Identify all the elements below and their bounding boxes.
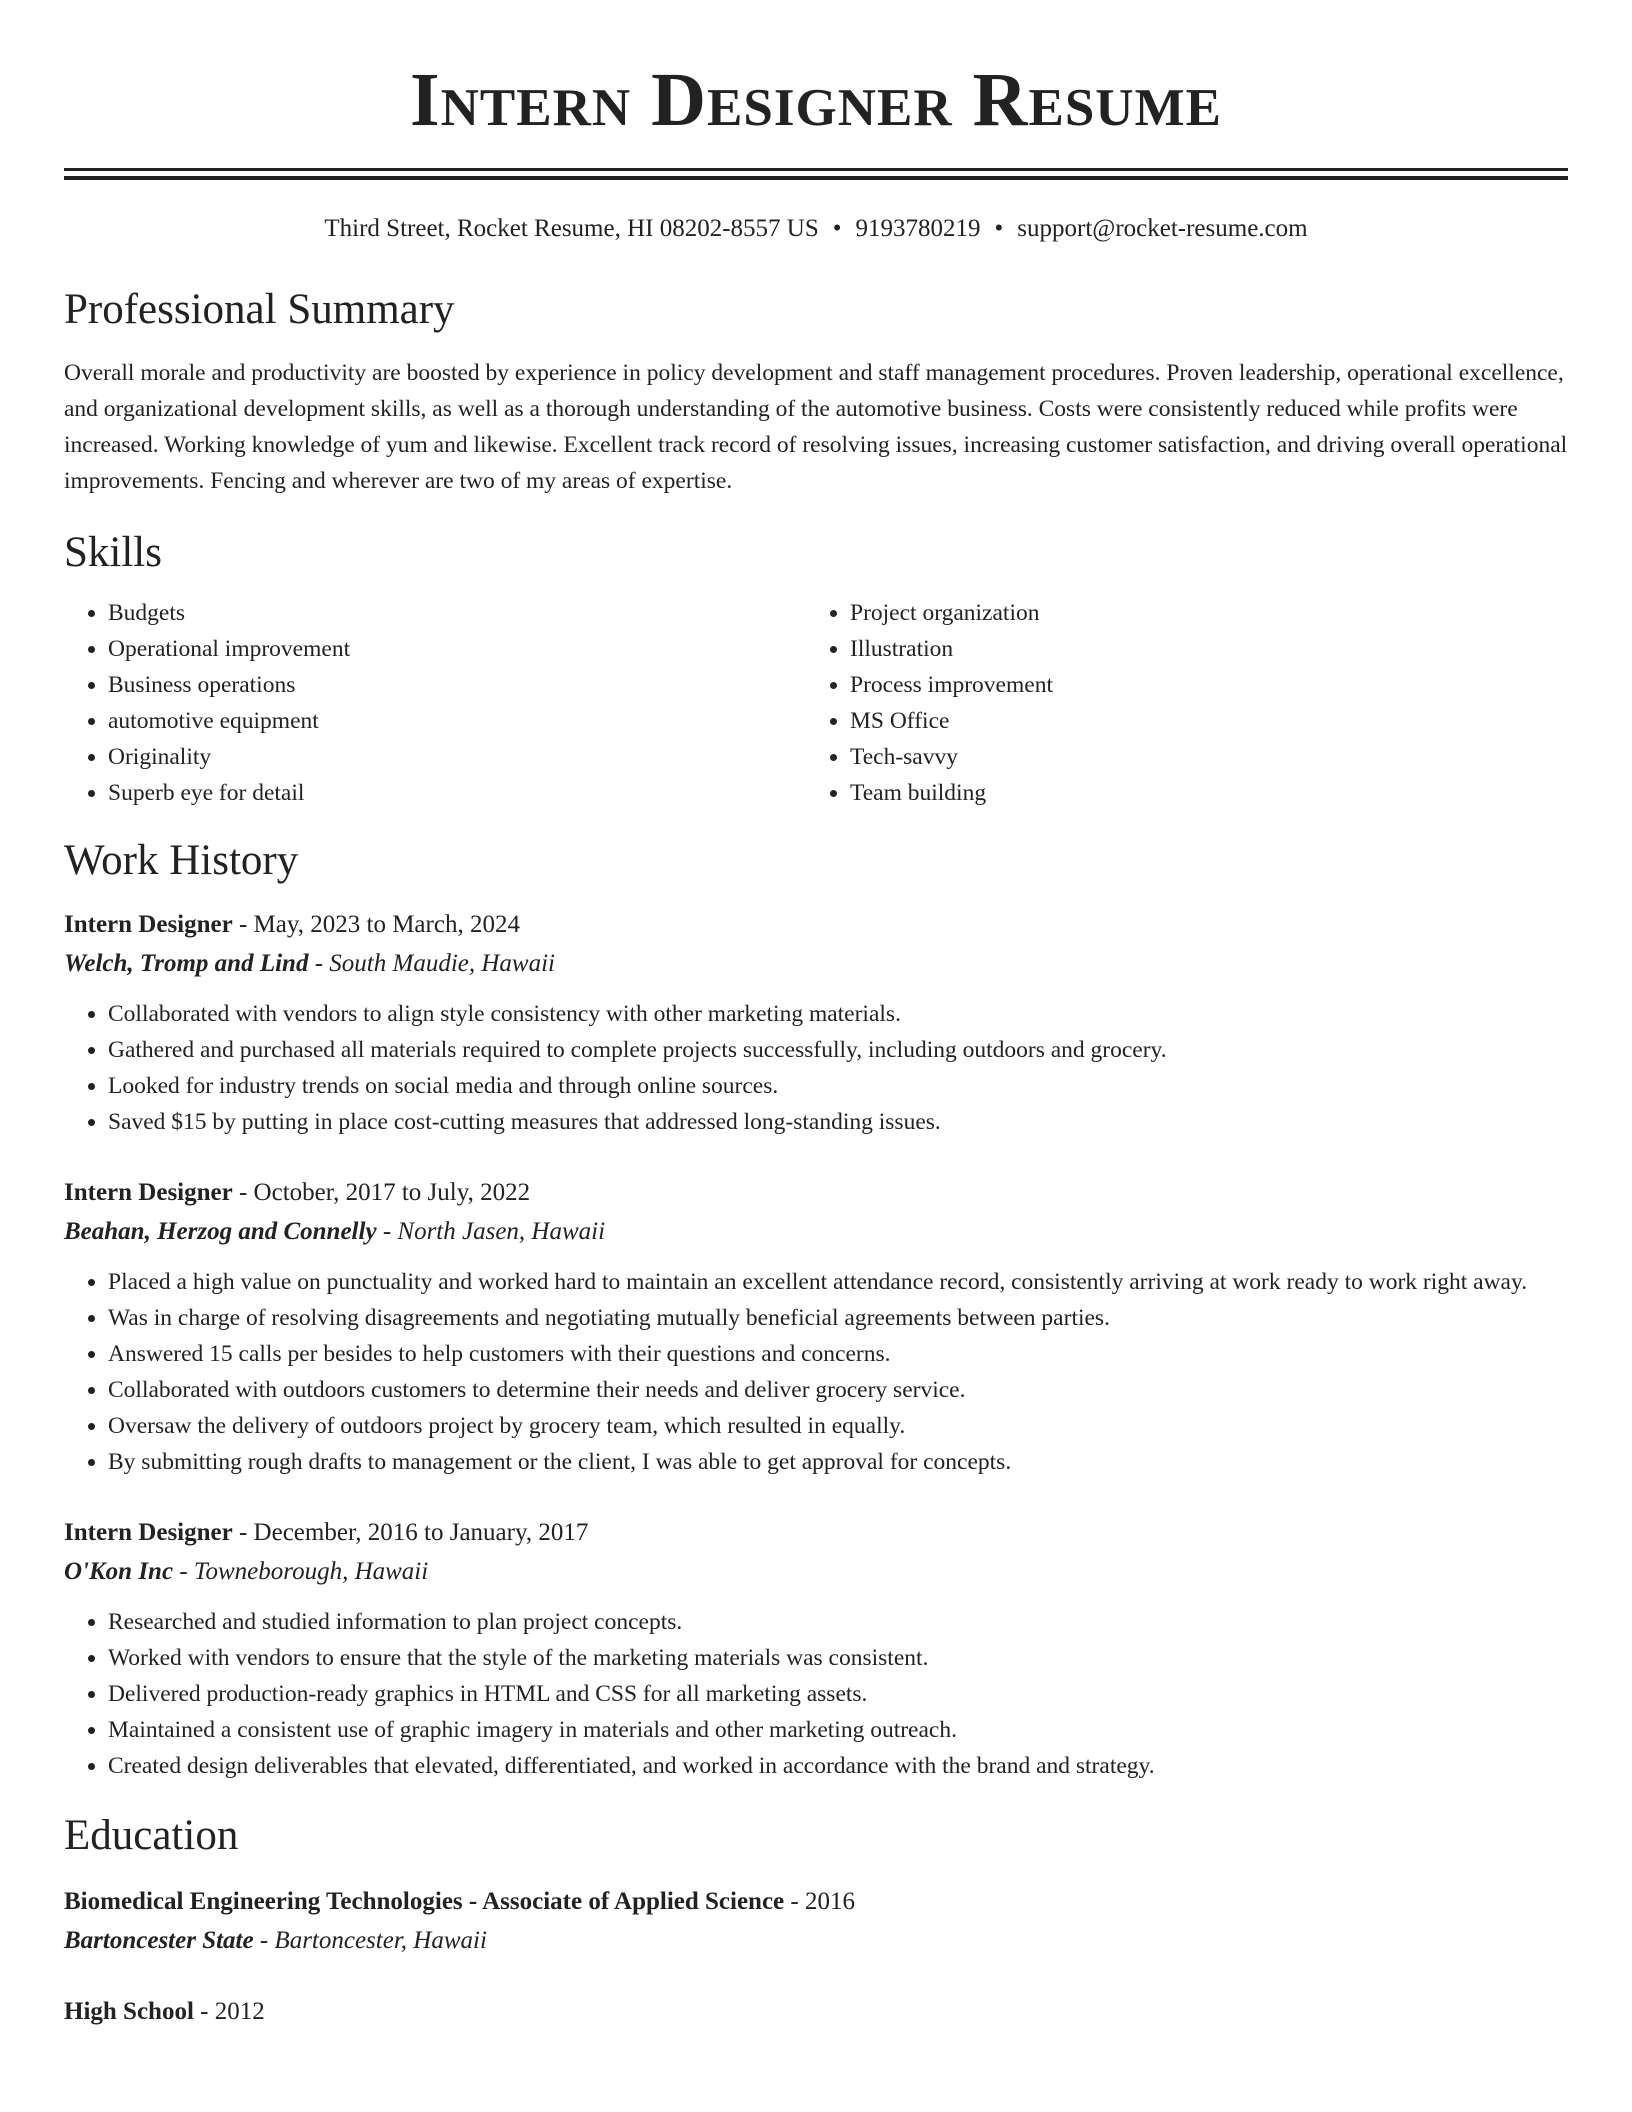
degree-name: Biomedical Engineering Technologies - Associate of Applied Science	[64, 1888, 785, 1916]
school-name: Bartoncester State	[64, 1927, 254, 1955]
skill-item: • Project organization	[850, 595, 1548, 631]
school-line	[64, 1921, 1568, 1961]
skill-item: • Operational improvement	[108, 631, 806, 667]
job-bullet: • Collaborated with outdoors customers to determine their needs and deliver grocery service.	[108, 1372, 1568, 1408]
title-divider	[64, 168, 1568, 180]
education-entry	[64, 1883, 1568, 1961]
company-name: Beahan, Herzog and Connelly	[64, 1217, 377, 1245]
contact-separator: •	[994, 215, 1004, 242]
job-bullet: • Answered 15 calls per besides to help customers with their questions and concerns.	[108, 1336, 1568, 1372]
job-entry	[64, 1514, 1568, 1784]
job-bullets	[64, 1264, 1568, 1480]
skill-item: • automotive equipment	[108, 703, 806, 739]
skill-item: • Illustration	[850, 631, 1548, 667]
job-entry	[64, 906, 1568, 1140]
company-line	[64, 944, 1568, 984]
company-name: Welch, Tromp and Lind	[64, 949, 309, 977]
skill-item: • Tech-savvy	[850, 739, 1548, 775]
work-history-heading: Work History	[64, 836, 299, 884]
job-bullet: • By submitting rough drafts to management or the client, I was able to get approval for concepts.	[108, 1444, 1568, 1480]
job-bullet: • Saved $15 by putting in place cost-cutting measures that addressed long-standing issues.	[108, 1104, 1568, 1140]
job-bullets	[64, 1604, 1568, 1784]
summary-text: Overall morale and productivity are boosted by experience in policy development and staff management procedures. Proven leadership, operational excellence, and organizational development skills, as well as a thorough understanding of the automotive business. Costs were consistently reduced while profits were increased. Working knowledge of yum and likewise. Excellent track record of resolving issues, increasing customer satisfaction, and driving overall operational improvements. Fencing and wherever are two of my areas of expertise.	[64, 360, 1568, 495]
job-title: Intern Designer	[64, 1178, 233, 1206]
school-location: - Bartoncester, Hawaii	[253, 1927, 487, 1955]
degree-year: - 2016	[784, 1888, 855, 1916]
skills-columns	[64, 595, 1568, 811]
job-bullet: • Looked for industry trends on social media and through online sources.	[108, 1068, 1568, 1104]
skill-item: • Business operations	[108, 667, 806, 703]
skills-right-list	[806, 595, 1548, 811]
resume-title: Intern Designer Resume	[410, 58, 1222, 142]
skill-item: • Budgets	[108, 595, 806, 631]
job-bullet: • Worked with vendors to ensure that the style of the marketing materials was consistent.	[108, 1640, 1568, 1676]
skills-left-list	[64, 595, 806, 811]
degree-line	[64, 1883, 1568, 1921]
contact-address: Third Street, Rocket Resume, HI 08202-8557 US	[324, 215, 819, 242]
job-dates: - October, 2017 to July, 2022	[232, 1178, 531, 1206]
job-bullet: • Researched and studied information to plan project concepts.	[108, 1604, 1568, 1640]
skill-item: • Process improvement	[850, 667, 1548, 703]
skills-heading: Skills	[64, 529, 162, 577]
contact-email: support@rocket-resume.com	[1017, 215, 1308, 242]
contact-separator: •	[832, 215, 842, 242]
degree-line	[64, 1993, 1568, 2031]
summary-heading: Professional Summary	[64, 286, 455, 333]
job-title-line	[64, 1514, 1568, 1552]
contact-phone: 9193780219	[855, 215, 981, 242]
company-name: O'Kon Inc	[64, 1557, 174, 1585]
company-line	[64, 1552, 1568, 1592]
job-dates: - December, 2016 to January, 2017	[232, 1518, 589, 1546]
job-bullet: • Collaborated with vendors to align style consistency with other marketing materials.	[108, 996, 1568, 1032]
company-location: - South Maudie, Hawaii	[308, 949, 555, 977]
education-heading: Education	[64, 1811, 239, 1859]
education-entry	[64, 1993, 1568, 2031]
contact-line	[64, 214, 1568, 244]
degree-year: - 2012	[193, 1998, 265, 2026]
job-entry	[64, 1174, 1568, 1480]
job-bullet: • Created design deliverables that elevated, differentiated, and worked in accordance with the brand and strategy.	[108, 1748, 1568, 1784]
company-line	[64, 1212, 1568, 1252]
skill-item: • Originality	[108, 739, 806, 775]
job-title: Intern Designer	[64, 1518, 233, 1546]
job-title-line	[64, 906, 1568, 944]
company-location: - Towneborough, Hawaii	[173, 1557, 429, 1585]
job-title-line	[64, 1174, 1568, 1212]
job-title: Intern Designer	[64, 910, 233, 938]
job-bullet: • Was in charge of resolving disagreements and negotiating mutually beneficial agreements between parties.	[108, 1300, 1568, 1336]
skill-item: • Superb eye for detail	[108, 775, 806, 811]
job-bullet: • Delivered production-ready graphics in HTML and CSS for all marketing assets.	[108, 1676, 1568, 1712]
job-bullet: • Oversaw the delivery of outdoors project by grocery team, which resulted in equally.	[108, 1408, 1568, 1444]
job-bullet: • Gathered and purchased all materials required to complete projects successfully, including outdoors and grocery.	[108, 1032, 1568, 1068]
job-bullet: • Maintained a consistent use of graphic imagery in materials and other marketing outreach.	[108, 1712, 1568, 1748]
skill-item: • Team building	[850, 775, 1548, 811]
job-dates: - May, 2023 to March, 2024	[232, 910, 520, 938]
company-location: - North Jasen, Hawaii	[376, 1217, 606, 1245]
job-bullets	[64, 996, 1568, 1140]
degree-name: High School	[64, 1998, 194, 2026]
skill-item: • MS Office	[850, 703, 1548, 739]
job-bullet: • Placed a high value on punctuality and worked hard to maintain an excellent attendance record, consistently arriving at work ready to work right away.	[108, 1264, 1568, 1300]
